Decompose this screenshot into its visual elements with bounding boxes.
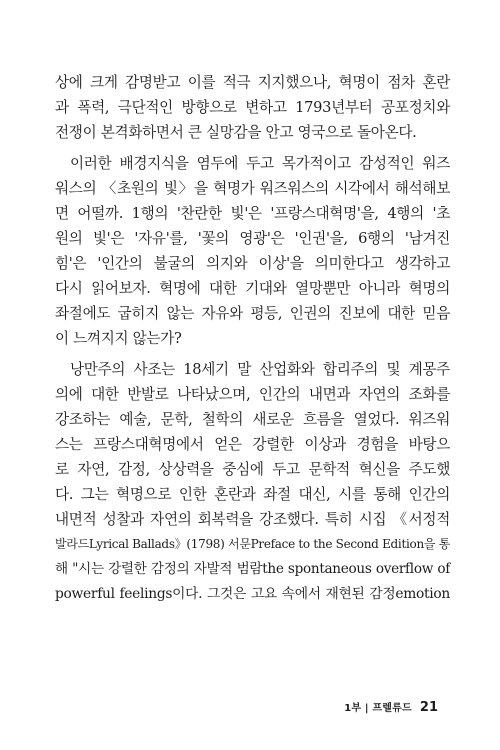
text-line: 의에 대한 반발로 나타났으며, 인간의 내면과 자연의 조화를 <box>55 386 450 403</box>
text-line: 과 폭력, 극단적인 방향으로 변하고 1793년부터 공포정치와 <box>55 99 450 116</box>
page-number: 21 <box>419 700 438 715</box>
text-line: 낭만주의 사조는 18세기 말 산업화와 합리주의 및 계몽주 <box>70 361 450 378</box>
text-line: 원의 빛'은 '자유'를, '꽃의 영광'은 '인권'을, 6행의 '남겨진 <box>55 230 450 247</box>
text-line: 상에 크게 감명받고 이를 적극 지지했으나, 혁명이 점차 혼란 <box>55 74 450 91</box>
text-line: 발라드Lyrical Ballads》(1798) 서문Preface to the Second Edition을 통 <box>55 537 450 551</box>
text-line: 로 자연, 감정, 상상력을 중심에 두고 문학적 혁신을 주도했 <box>55 461 450 478</box>
page-footer <box>344 699 438 715</box>
paragraph-2 <box>55 151 450 351</box>
paragraph-3 <box>55 357 450 607</box>
text-line: powerful feelings이다. 그것은 고요 속에서 재현된 감정emotion <box>55 586 450 602</box>
text-line: 해 "시는 강렬한 감정의 자발적 범람the spontaneous overflow of <box>55 561 450 577</box>
text-line: 강조하는 예술, 문학, 철학의 새로운 흐름을 열었다. 워즈워 <box>55 411 450 428</box>
text-line: 전쟁이 본격화하면서 큰 실망감을 안고 영국으로 돌아온다. <box>55 124 417 141</box>
running-footer-section: 1부 | 프렐류드 <box>344 703 412 714</box>
text-line: 내면적 성찰과 자연의 회복력을 강조했다. 특히 시집 《서정적 <box>55 511 450 528</box>
paragraph-1 <box>55 70 450 145</box>
text-line: 힘'은 '인간의 불굴의 의지와 이상'을 의미한다고 생각하고 <box>55 255 450 272</box>
text-line: 좌절에도 굽히지 않는 자유와 평등, 인권의 진보에 대한 믿음 <box>55 305 450 322</box>
body-text <box>55 70 450 607</box>
text-line: 면 어떨까. 1행의 '찬란한 빛'은 '프랑스대혁명'을, 4행의 '초 <box>55 205 450 222</box>
text-line: 다시 읽어보자. 혁명에 대한 기대와 열망뿐만 아니라 혁명의 <box>55 280 450 297</box>
text-line: 이러한 배경지식을 염두에 두고 목가적이고 감성적인 워즈 <box>70 155 450 172</box>
text-line: 이 느껴지지 않는가? <box>55 330 182 347</box>
text-line: 다. 그는 혁명으로 인한 혼란과 좌절 대신, 시를 통해 인간의 <box>55 486 450 503</box>
text-line: 워스의 〈초원의 빛〉을 혁명가 워즈워스의 시각에서 해석해보 <box>55 180 450 197</box>
text-line: 스는 프랑스대혁명에서 얻은 강렬한 이상과 경험을 바탕으 <box>55 436 450 453</box>
